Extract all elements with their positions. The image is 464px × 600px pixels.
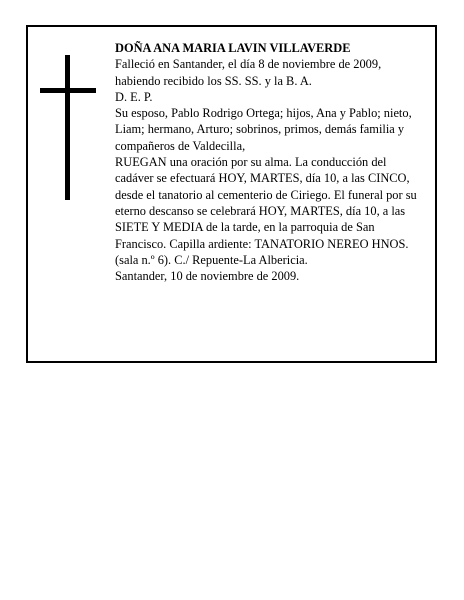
place-and-date: Santander, 10 de noviembre de 2009. <box>115 269 300 284</box>
obituary-notice <box>26 25 437 363</box>
notice-body <box>115 40 427 284</box>
cross-vertical-bar <box>65 55 70 200</box>
death-announcement: Falleció en Santander, el día 8 de noviembre de 2009, habiendo recibido los SS. SS. y la B. A. <box>115 57 382 88</box>
latin-cross-icon <box>40 55 96 200</box>
cross-horizontal-bar <box>40 88 96 93</box>
funeral-details: RUEGAN una oración por su alma. La conducción del cadáver se efectuará HOY, MARTES, día 10, a las CINCO, desde el tanatorio al cementerio de Ciriego. El funeral por su eterno descanso se celebrará HOY, MARTES, día 10, a las SIETE Y MEDIA de la tarde, en la parroquia de San Francisco. Capilla ardiente: TANATORIO NEREO HNOS. (sala n.º 6). C./ Repuente-La Albericia. <box>115 155 417 267</box>
deceased-name: DOÑA ANA MARIA LAVIN VILLAVERDE <box>115 41 351 55</box>
rest-in-peace: D. E. P. <box>115 89 153 104</box>
family-list: Su esposo, Pablo Rodrigo Ortega; hijos, Ana y Pablo; nieto, Liam; hermano, Arturo; sobrinos, primos, demás familia y compañeros de Valdecilla, <box>115 106 412 153</box>
